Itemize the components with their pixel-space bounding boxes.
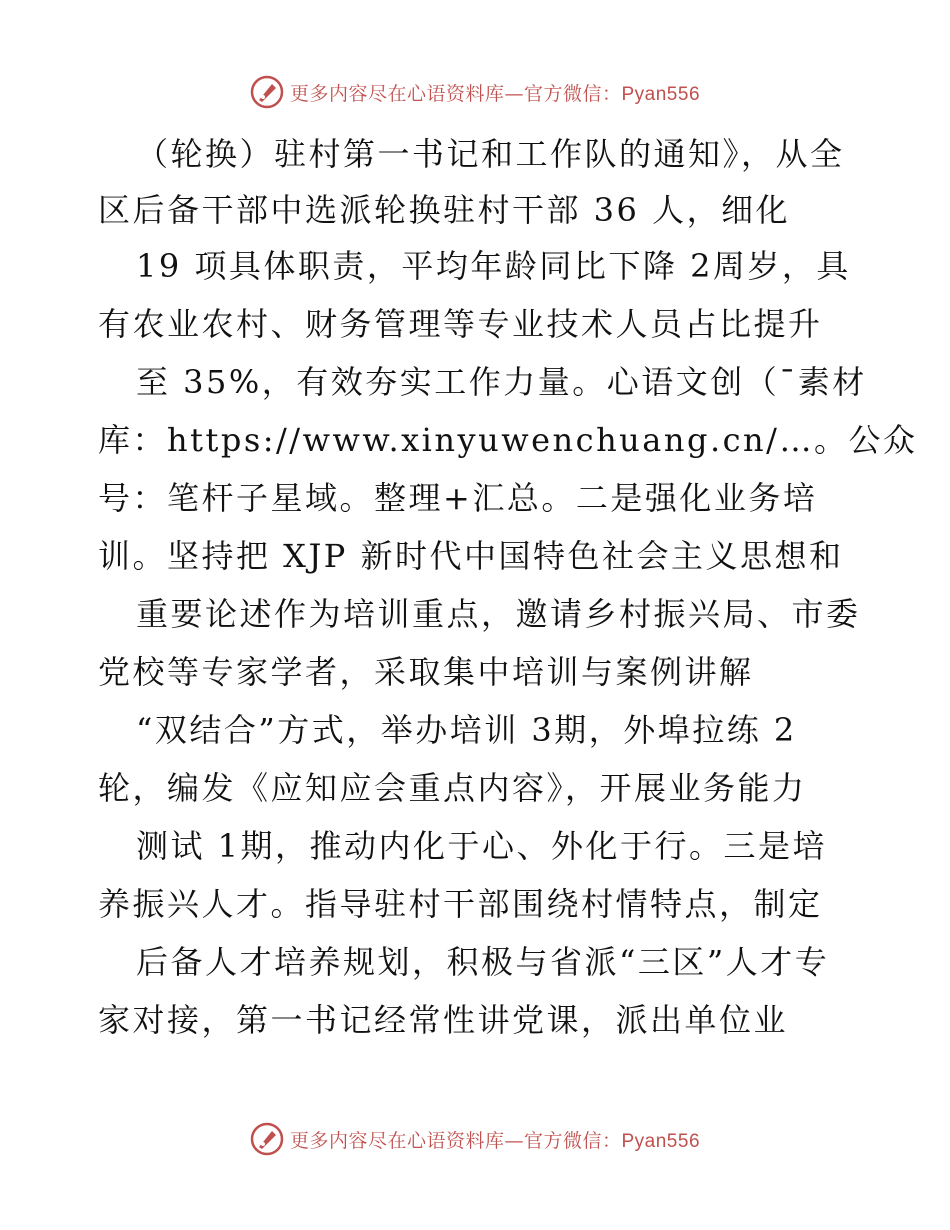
banner-label: 更多内容尽在心语资料库—官方微信： xyxy=(289,1129,622,1152)
text-line: 轮，编发《应知应会重点内容》，开展业务能力 xyxy=(98,769,807,807)
text-line: 有农业农村、财务管理等专业技术人员占比提升 xyxy=(98,305,823,343)
text-line: 测试 1期，推动内化于心、外化于行。三是培 xyxy=(136,827,828,865)
text-line: 号：笔杆子星域。整理+汇总。二是强化业务培 xyxy=(98,479,818,517)
text-line: 养振兴人才。指导驻村干部围绕村情特点，制定 xyxy=(98,885,823,923)
text-line: 家对接，第一书记经常性讲党课，派出单位业 xyxy=(98,1001,789,1039)
text-line: 库：https://www.xinyuwenchuang.cn/…。公众 xyxy=(98,421,918,459)
text-line: 区后备干部中选派轮换驻村干部 36 人，细化 xyxy=(98,191,791,229)
text-line: 训。坚持把 XJP 新时代中国特色社会主义思想和 xyxy=(98,537,844,575)
header-banner xyxy=(0,70,950,114)
text-line: 19 项具体职责，平均年龄同比下降 2周岁，具 xyxy=(136,247,851,285)
footer-banner xyxy=(0,1117,950,1161)
pen-nib-logo-icon xyxy=(250,75,284,109)
text-line: （轮换）驻村第一书记和工作队的通知》，从全 xyxy=(136,135,845,173)
text-line: 重要论述作为培训重点，邀请乡村振兴局、市委 xyxy=(136,595,861,633)
banner-text xyxy=(290,79,700,106)
banner-text xyxy=(290,1126,700,1153)
banner-label: 更多内容尽在心语资料库—官方微信： xyxy=(289,82,622,105)
banner-handle: Pyan556 xyxy=(621,1130,701,1152)
banner-handle: Pyan556 xyxy=(621,83,701,105)
text-line: 至 35%，有效夯实工作力量。心语文创（¯素材 xyxy=(136,363,867,401)
text-line: 党校等专家学者，采取集中培训与案例讲解 xyxy=(98,653,754,691)
pen-nib-logo-icon xyxy=(250,1122,284,1156)
text-line: 后备人才培养规划，积极与省派“三区”人才专 xyxy=(136,943,830,981)
text-line: “双结合”方式，举办培训 3期，外埠拉练 2 xyxy=(136,711,797,749)
